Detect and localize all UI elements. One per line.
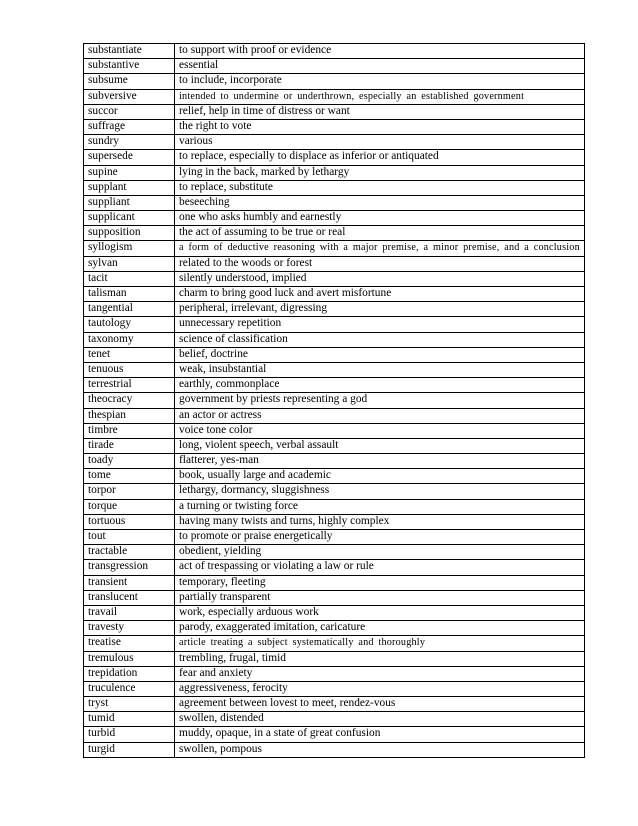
- definition-cell: intended to undermine or underthrown, especially an established government: [175, 89, 585, 104]
- definition-cell: temporary, fleeting: [175, 575, 585, 590]
- table-row: [84, 484, 585, 499]
- table-row: [84, 180, 585, 195]
- term-cell: tenet: [84, 347, 175, 362]
- definition-cell: one who asks humbly and earnestly: [175, 211, 585, 226]
- term-cell: tout: [84, 530, 175, 545]
- definition-cell: having many twists and turns, highly complex: [175, 514, 585, 529]
- table-row: [84, 469, 585, 484]
- definition-cell: essential: [175, 59, 585, 74]
- definition-cell: swollen, pompous: [175, 742, 585, 757]
- term-cell: tangential: [84, 302, 175, 317]
- vocabulary-table-body: [84, 44, 585, 758]
- definition-cell: obedient, yielding: [175, 545, 585, 560]
- definition-cell: beseeching: [175, 195, 585, 210]
- table-row: [84, 104, 585, 119]
- table-row: [84, 712, 585, 727]
- definition-cell: to replace, substitute: [175, 180, 585, 195]
- definition-cell: to replace, especially to displace as inferior or antiquated: [175, 150, 585, 165]
- definition-cell: to promote or praise energetically: [175, 530, 585, 545]
- term-cell: taxonomy: [84, 332, 175, 347]
- table-row: [84, 44, 585, 59]
- table-row: [84, 226, 585, 241]
- vocabulary-table: [83, 43, 585, 758]
- table-row: [84, 378, 585, 393]
- table-row: [84, 408, 585, 423]
- definition-cell: partially transparent: [175, 590, 585, 605]
- definition-cell: government by priests representing a god: [175, 393, 585, 408]
- definition-cell: to support with proof or evidence: [175, 44, 585, 59]
- table-row: [84, 195, 585, 210]
- definition-cell: weak, insubstantial: [175, 362, 585, 377]
- table-row: [84, 59, 585, 74]
- definition-cell: lying in the back, marked by lethargy: [175, 165, 585, 180]
- table-row: [84, 545, 585, 560]
- term-cell: torpor: [84, 484, 175, 499]
- definition-cell: work, especially arduous work: [175, 605, 585, 620]
- term-cell: travesty: [84, 621, 175, 636]
- term-cell: tractable: [84, 545, 175, 560]
- table-row: [84, 89, 585, 104]
- table-row: [84, 697, 585, 712]
- table-row: [84, 727, 585, 742]
- term-cell: tumid: [84, 712, 175, 727]
- term-cell: terrestrial: [84, 378, 175, 393]
- term-cell: thespian: [84, 408, 175, 423]
- term-cell: trepidation: [84, 666, 175, 681]
- definition-cell: peripheral, irrelevant, digressing: [175, 302, 585, 317]
- table-row: [84, 514, 585, 529]
- definition-cell: the act of assuming to be true or real: [175, 226, 585, 241]
- term-cell: sylvan: [84, 256, 175, 271]
- term-cell: tirade: [84, 438, 175, 453]
- term-cell: subversive: [84, 89, 175, 104]
- definition-cell: long, violent speech, verbal assault: [175, 438, 585, 453]
- definition-cell: relief, help in time of distress or want: [175, 104, 585, 119]
- definition-cell: voice tone color: [175, 423, 585, 438]
- term-cell: transgression: [84, 560, 175, 575]
- term-cell: sundry: [84, 135, 175, 150]
- term-cell: tacit: [84, 271, 175, 286]
- term-cell: toady: [84, 454, 175, 469]
- table-row: [84, 560, 585, 575]
- definition-cell: various: [175, 135, 585, 150]
- table-row: [84, 150, 585, 165]
- table-row: [84, 742, 585, 757]
- table-row: [84, 332, 585, 347]
- definition-cell: belief, doctrine: [175, 347, 585, 362]
- term-cell: tremulous: [84, 651, 175, 666]
- definition-cell: charm to bring good luck and avert misfortune: [175, 287, 585, 302]
- term-cell: torque: [84, 499, 175, 514]
- table-row: [84, 211, 585, 226]
- definition-cell: flatterer, yes-man: [175, 454, 585, 469]
- table-row: [84, 362, 585, 377]
- table-row: [84, 454, 585, 469]
- definition-cell: science of classification: [175, 332, 585, 347]
- definition-cell: agreement between lovest to meet, rendez-vous: [175, 697, 585, 712]
- table-row: [84, 575, 585, 590]
- table-row: [84, 438, 585, 453]
- term-cell: turgid: [84, 742, 175, 757]
- definition-cell: to include, incorporate: [175, 74, 585, 89]
- term-cell: syllogism: [84, 241, 175, 256]
- definition-cell: earthly, commonplace: [175, 378, 585, 393]
- term-cell: suffrage: [84, 119, 175, 134]
- table-row: [84, 605, 585, 620]
- table-row: [84, 636, 585, 651]
- term-cell: substantiate: [84, 44, 175, 59]
- term-cell: substantive: [84, 59, 175, 74]
- table-row: [84, 317, 585, 332]
- term-cell: treatise: [84, 636, 175, 651]
- table-row: [84, 241, 585, 256]
- term-cell: turbid: [84, 727, 175, 742]
- definition-cell: parody, exaggerated imitation, caricature: [175, 621, 585, 636]
- term-cell: timbre: [84, 423, 175, 438]
- table-row: [84, 499, 585, 514]
- term-cell: supersede: [84, 150, 175, 165]
- term-cell: supposition: [84, 226, 175, 241]
- definition-cell: article treating a subject systematically and thoroughly: [175, 636, 585, 651]
- term-cell: suppliant: [84, 195, 175, 210]
- table-row: [84, 621, 585, 636]
- term-cell: truculence: [84, 681, 175, 696]
- table-row: [84, 651, 585, 666]
- table-row: [84, 347, 585, 362]
- table-row: [84, 74, 585, 89]
- table-row: [84, 393, 585, 408]
- definition-cell: lethargy, dormancy, sluggishness: [175, 484, 585, 499]
- table-row: [84, 119, 585, 134]
- term-cell: travail: [84, 605, 175, 620]
- definition-cell: fear and anxiety: [175, 666, 585, 681]
- table-row: [84, 256, 585, 271]
- definition-cell: the right to vote: [175, 119, 585, 134]
- table-row: [84, 666, 585, 681]
- term-cell: tenuous: [84, 362, 175, 377]
- term-cell: tome: [84, 469, 175, 484]
- term-cell: talisman: [84, 287, 175, 302]
- definition-cell: muddy, opaque, in a state of great confusion: [175, 727, 585, 742]
- term-cell: subsume: [84, 74, 175, 89]
- definition-cell: a form of deductive reasoning with a major premise, a minor premise, and a conclusion: [175, 241, 585, 256]
- definition-cell: aggressiveness, ferocity: [175, 681, 585, 696]
- table-row: [84, 135, 585, 150]
- term-cell: supplicant: [84, 211, 175, 226]
- definition-cell: book, usually large and academic: [175, 469, 585, 484]
- term-cell: transient: [84, 575, 175, 590]
- table-row: [84, 165, 585, 180]
- definition-cell: unnecessary repetition: [175, 317, 585, 332]
- term-cell: succor: [84, 104, 175, 119]
- term-cell: supine: [84, 165, 175, 180]
- definition-cell: swollen, distended: [175, 712, 585, 727]
- table-row: [84, 423, 585, 438]
- term-cell: tautology: [84, 317, 175, 332]
- term-cell: tryst: [84, 697, 175, 712]
- definition-cell: related to the woods or forest: [175, 256, 585, 271]
- table-row: [84, 681, 585, 696]
- table-row: [84, 271, 585, 286]
- table-row: [84, 287, 585, 302]
- definition-cell: a turning or twisting force: [175, 499, 585, 514]
- definition-cell: act of trespassing or violating a law or rule: [175, 560, 585, 575]
- definition-cell: an actor or actress: [175, 408, 585, 423]
- term-cell: tortuous: [84, 514, 175, 529]
- term-cell: translucent: [84, 590, 175, 605]
- term-cell: supplant: [84, 180, 175, 195]
- definition-cell: trembling, frugal, timid: [175, 651, 585, 666]
- table-row: [84, 590, 585, 605]
- definition-cell: silently understood, implied: [175, 271, 585, 286]
- table-row: [84, 302, 585, 317]
- term-cell: theocracy: [84, 393, 175, 408]
- table-row: [84, 530, 585, 545]
